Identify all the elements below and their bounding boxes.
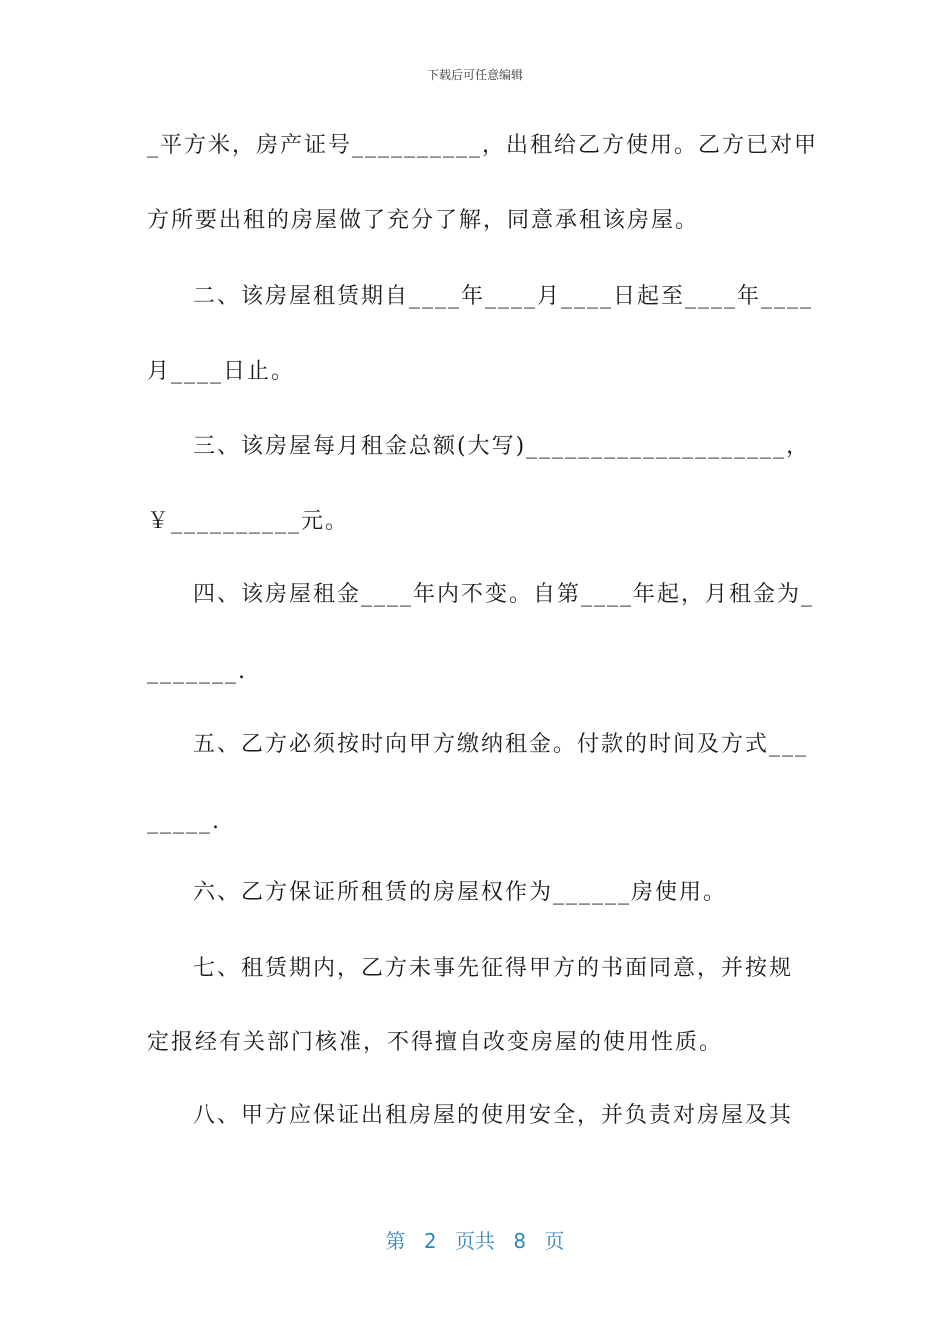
- body-line: 二、该房屋租赁期自____年____月____日起至____年____: [193, 284, 814, 309]
- footer-middle: 页共: [455, 1229, 495, 1253]
- body-line: ￥__________元。: [147, 509, 350, 534]
- page-number-footer: [0, 1225, 950, 1254]
- current-page-number: 2: [423, 1229, 437, 1253]
- body-line: 六、乙方保证所租赁的房屋权作为______房使用。: [193, 880, 728, 905]
- body-line: _______.: [147, 659, 247, 684]
- body-line: 方所要出租的房屋做了充分了解，同意承租该房屋。: [147, 208, 700, 233]
- body-line: _____.: [147, 809, 221, 834]
- body-line: 七、租赁期内，乙方未事先征得甲方的书面同意，并按规: [193, 956, 794, 981]
- page-header-note: 下载后可任意编辑: [426, 68, 523, 82]
- body-line: 三、该房屋每月租金总额(大写)____________________，: [193, 434, 811, 459]
- footer-prefix: 第: [385, 1229, 406, 1253]
- body-line: 八、甲方应保证出租房屋的使用安全，并负责对房屋及其: [193, 1103, 794, 1128]
- footer-suffix: 页: [544, 1229, 565, 1253]
- body-line: _平方米，房产证号__________，出租给乙方使用。乙方已对甲: [147, 133, 819, 158]
- total-pages-number: 8: [513, 1229, 527, 1253]
- body-line: 五、乙方必须按时向甲方缴纳租金。付款的时间及方式___: [193, 732, 809, 757]
- body-line: 月____日止。: [147, 359, 296, 384]
- body-line: 四、该房屋租金____年内不变。自第____年起，月租金为_: [193, 582, 815, 607]
- body-line: 定报经有关部门核准，不得擅自改变房屋的使用性质。: [147, 1030, 724, 1055]
